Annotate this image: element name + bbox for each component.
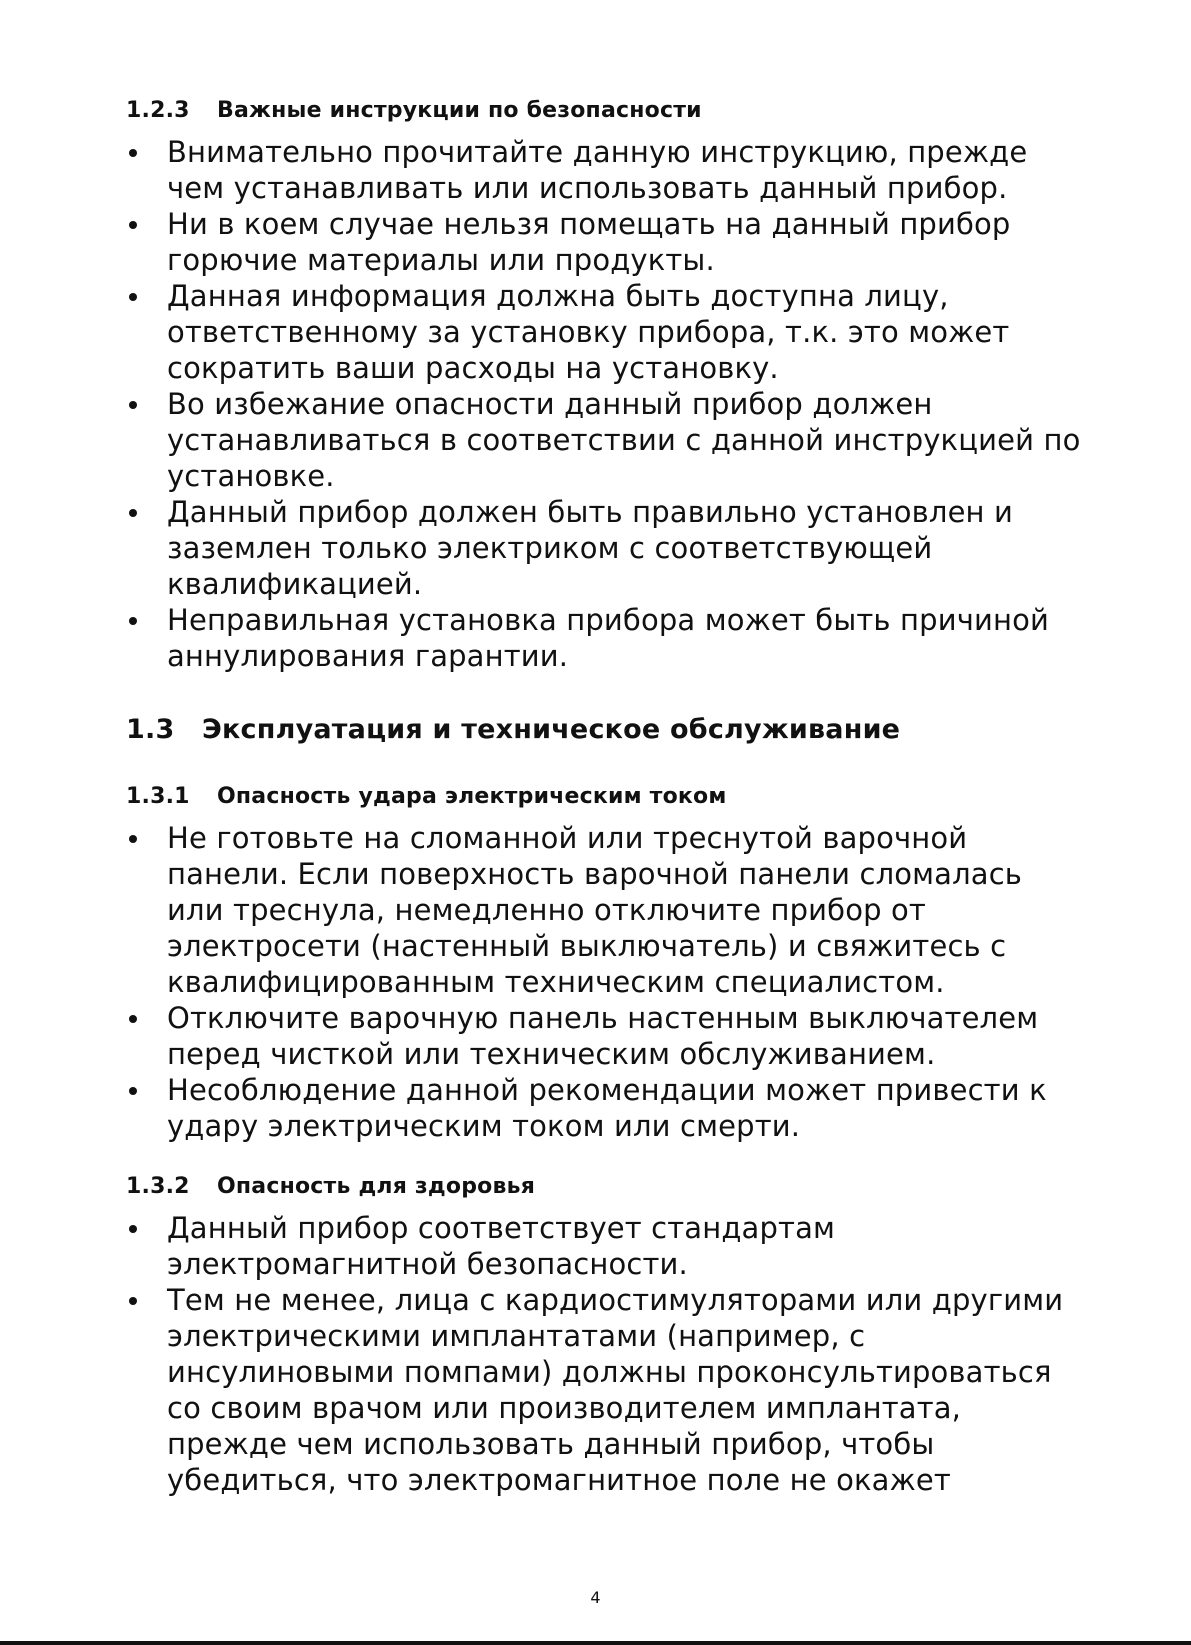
section-heading-1-2-3 (126, 96, 1086, 126)
list-item: Неправильная установка прибора может быть причиной аннулирования гарантии. (126, 602, 1086, 674)
list-item: Данный прибор соответствует стандартам электромагнитной безопасности. (126, 1210, 1086, 1282)
section-title: Опасность удара электрическим током (217, 784, 727, 809)
section-heading-1-3-1 (126, 782, 1086, 812)
page-number: 4 (590, 1588, 601, 1607)
section-title: Эксплуатация и техническое обслуживание (202, 714, 901, 745)
list-item: Данный прибор должен быть правильно установлен и заземлен только электриком с соответствующей квалификацией. (126, 494, 1086, 602)
list-item: Во избежание опасности данный прибор должен устанавливаться в соответствии с данной инструкцией по установке. (126, 386, 1086, 494)
section-heading-1-3-2 (126, 1172, 1086, 1202)
list-item: Не готовьте на сломанной или треснутой варочной панели. Если поверхность варочной панели сломалась или треснула, немедленно отключите прибор от электросети (настенный выключатель) и свяжитесь с квалифицированным техническим специалистом. (126, 820, 1086, 1000)
section-title: Важные инструкции по безопасности (217, 98, 702, 123)
bottom-divider (0, 1641, 1191, 1645)
page-content (126, 96, 1086, 1498)
section-number: 1.3.2 (126, 1174, 190, 1199)
bullet-list-1-2-3 (126, 134, 1086, 674)
section-number: 1.3.1 (126, 784, 190, 809)
section-number: 1.3 (126, 714, 175, 745)
list-item: Данная информация должна быть доступна лицу, ответственному за установку прибора, т.к. это может сократить ваши расходы на установку. (126, 278, 1086, 386)
bullet-list-1-3-1 (126, 820, 1086, 1144)
list-item: Тем не менее, лица с кардиостимуляторами или другими электрическими имплантатами (например, с инсулиновыми помпами) должны проконсультироваться со своим врачом или производителем имплантата, прежде чем использовать данный прибор, чтобы убедиться, что электромагнитное поле не окажет (126, 1282, 1086, 1498)
list-item: Ни в коем случае нельзя помещать на данный прибор горючие материалы или продукты. (126, 206, 1086, 278)
bullet-list-1-3-2 (126, 1210, 1086, 1498)
list-item: Внимательно прочитайте данную инструкцию, прежде чем устанавливать или использовать данный прибор. (126, 134, 1086, 206)
section-number: 1.2.3 (126, 98, 190, 123)
section-heading-1-3 (126, 712, 1086, 748)
section-title: Опасность для здоровья (217, 1174, 536, 1199)
list-item: Отключите варочную панель настенным выключателем перед чисткой или техническим обслуживанием. (126, 1000, 1086, 1072)
list-item: Несоблюдение данной рекомендации может привести к удару электрическим током или смерти. (126, 1072, 1086, 1144)
